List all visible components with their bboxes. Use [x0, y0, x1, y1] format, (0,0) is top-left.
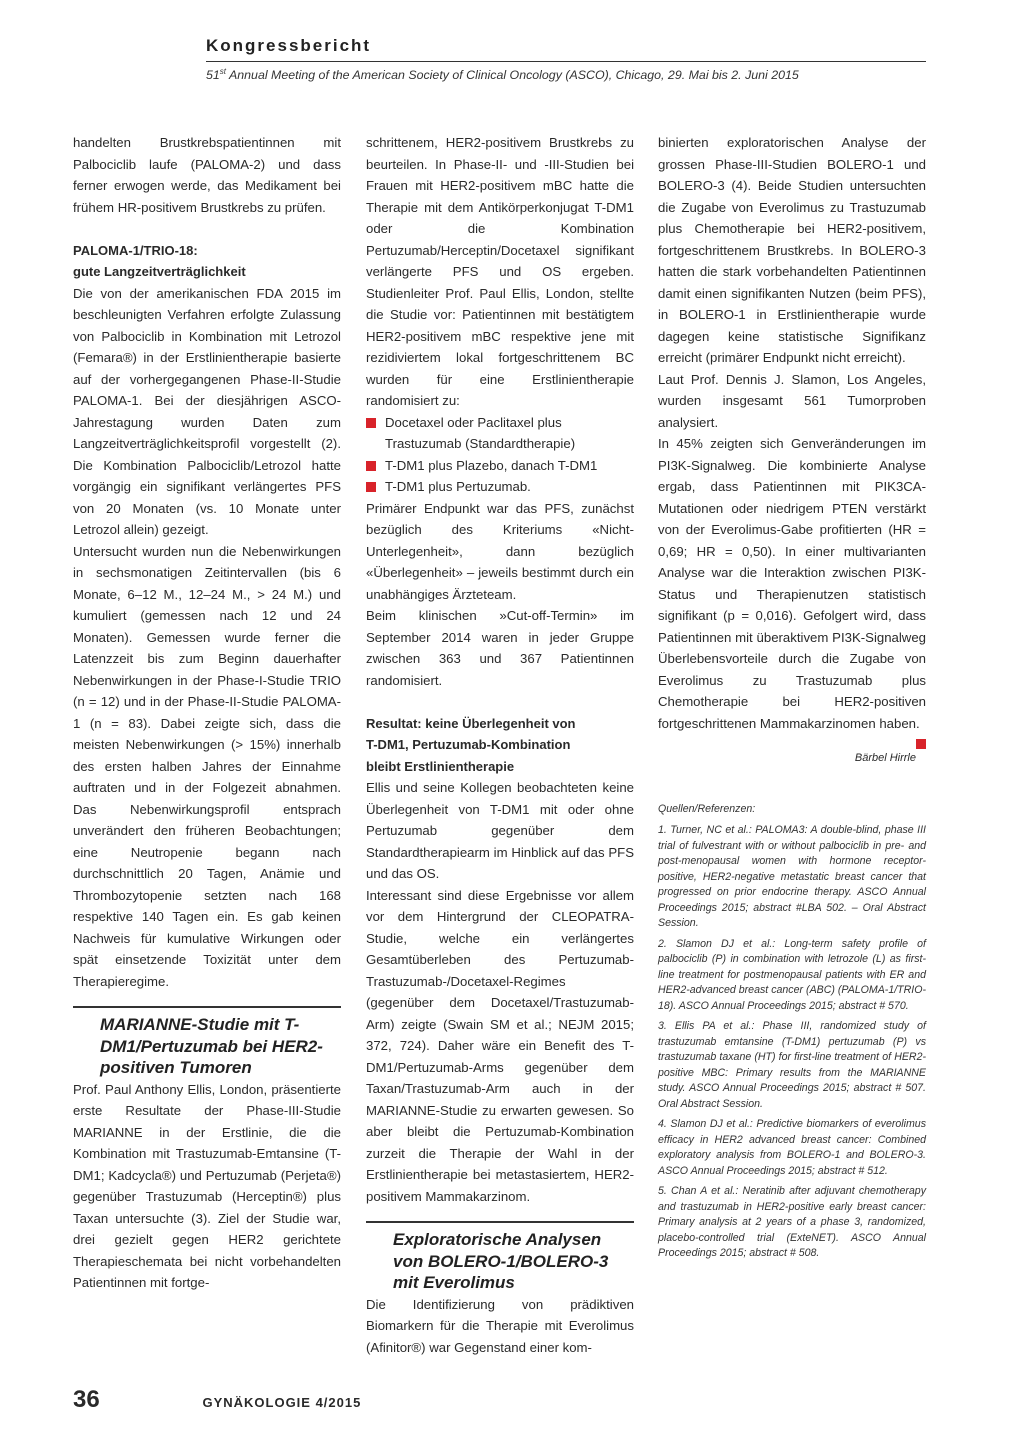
- running-head: [206, 36, 926, 82]
- paragraph: Interessant sind diese Ergebnisse vor allem vor dem Hintergrund der CLEOPATRA-Studie, welche ein verlängertes Gesamtüberleben des Pertuzumab-Trastuzumab-/Docetaxel-Regimes (gegenüber dem Docetaxel/Trastuzumab-Arm) zeigte (Swain SM et al.; NEJM 2015; 372, 724). Daher wäre ein Benefit des T-DM1/Pertuzumab-Arms gegenüber dem Taxan/Trastuzumab-Arm auch in der MARIANNE-Studie zu erwarten gewesen. So aber bleibt die Pertuzumab-Kombination zurzeit die Therapie der Wahl in der Erstlinientherapie bei metastasiertem, HER2-positivem Mammakarzinom.: [366, 887, 634, 1204]
- journal-issue: GYNÄKOLOGIE 4/2015: [202, 1395, 362, 1411]
- subheading-line: PALOMA-1/TRIO-18:: [73, 242, 198, 258]
- section-heading: MARIANNE-Studie mit T-DM1/Pertuzumab bei HER2-positiven Tumoren: [100, 1015, 323, 1077]
- paragraph-text: In 45% zeigten sich Genveränderungen im PI3K-Signalweg. Die kombinierte Analyse ergab, dass Patientinnen mit PIK3CA-Mutationen oder niedrigem PTEN verstärkt von der Everolimus-Gabe profitierten (HR = 0,69; HR = 0,50). In einer multivarianten Analyse war die Interaktion zwischen PI3K-Status und Therapienutzen statistisch signifikant (p = 0,016). Gefolgert wird, dass Patientinnen mit überaktivem PI3K-Signalweg Überlebensvorteile durch die Zugabe von Everolimus zu Trastuzumab plus Chemotherapie bei HER2-positiven fortgeschrittenen Mammakarzinomen haben.: [658, 436, 926, 731]
- section-heading: Exploratorische Analysen von BOLERO-1/BOLERO-3 mit Everolimus: [393, 1230, 609, 1292]
- reference-item: 3. Ellis PA et al.: Phase III, randomized study of trastuzumab emtansine (T-DM1) pertuzumab (P) vs trastuzumab taxane (HT) for first-line treatment of HER2-positive MBC: Primary results from the MARIANNE study. ASCO Annual Proceedings 2015; abstract # 507. Oral Abstract Session.: [658, 1020, 926, 1110]
- subheading-resultat: [366, 713, 634, 778]
- references: [658, 802, 926, 1262]
- references-list: [658, 823, 926, 1262]
- column-3: [658, 132, 926, 1267]
- subheading-line: bleibt Erstlinientherapie: [366, 758, 515, 774]
- reference-item: 1. Turner, NC et al.: PALOMA3: A double-blind, phase III trial of fulvestrant with or without palbociclib in pre- and post-menopausal women with hormone receptor-positive, HER2-negative metastatic breast cancer that progressed on prior endocrine therapy. ASCO Annual Proceedings 2015; abstract #LBA 502. – Oral Abstract Session.: [658, 824, 926, 929]
- bullet-list: [366, 412, 634, 498]
- subheading-line: Resultat: keine Überlegenheit von: [366, 715, 576, 731]
- section-title: Kongressbericht: [206, 36, 372, 55]
- paragraph: Die von der amerikanischen FDA 2015 im beschleunigten Verfahren erfolgte Zulassung von Palbociclib in Kombination mit Letrozol (Femara®) in der Erstlinientherapie basierte auf der vorhergegangenen Phase-II-Studie PALOMA-1. Bei der diesjährigen ASCO-Jahrestagung wurden Daten zum Langzeitverträglichkeitsprofil vorgestellt (2). Die Kombination Palbociclib/Letrozol hatte vorgängig ein signifikant verlängertes PFS von 20 Monaten (vs. 10 Monate unter Letrozol allein) gezeigt.: [73, 285, 341, 537]
- column-1: [73, 132, 341, 1294]
- subheading-line: T-DM1, Pertuzumab-Kombination: [366, 737, 571, 752]
- paragraph: binierten exploratorischen Analyse der grossen Phase-III-Studien BOLERO-1 und BOLERO-3 (4). Beide Studien untersuchten die Zugabe von Everolimus zu Trastuzumab plus Chemotherapie bei HER2-positivem, fortgeschrittenem Brustkrebs. In BOLERO-3 hatten die stark vorbehandelten Patientinnen damit einen signifikanten Nutzen (beim PFS), in BOLERO-1 in Erstlinientherapie wurde dagegen keine statistische Signifikanz erreicht (primärer Endpunkt nicht erreicht).: [658, 135, 926, 365]
- reference-item: 4. Slamon DJ et al.: Predictive biomarkers of everolimus efficacy in HER2 advanced breast cancer: Combined exploratory analysis from BOLERO-1 and BOLERO-3. ASCO Annual Proceedings 2015; abstract # 512.: [658, 1118, 926, 1177]
- paragraph: Laut Prof. Dennis J. Slamon, Los Angeles, wurden insgesamt 561 Tumorproben analysiert.: [658, 371, 926, 430]
- paragraph: Die Identifizierung von prädiktiven Biomarkern für die Therapie mit Everolimus (Afinitor®) war Gegenstand einer kom-: [366, 1296, 634, 1355]
- paragraph: Beim klinischen »Cut-off-Termin» im September 2014 waren in jeder Gruppe zwischen 363 und 367 Patientinnen randomisiert.: [366, 608, 634, 688]
- section-box-marianne: [73, 1006, 341, 1079]
- paragraph: [658, 433, 926, 734]
- paragraph: Ellis und seine Kollegen beobachteten keine Überlegenheit von T-DM1 mit oder ohne Pertuzumab gegenüber dem Standardtherapiearm im Hinblick auf das PFS und das OS.: [366, 780, 634, 881]
- bullet-item: Docetaxel oder Paclitaxel plus Trastuzumab (Standardtherapie): [366, 412, 634, 455]
- header-rule: [206, 61, 926, 62]
- end-of-article-square-icon: [916, 739, 926, 749]
- meeting-text: Annual Meeting of the American Society of Clinical Oncology (ASCO), Chicago, 29. Mai bis 2. Juni 2015: [226, 68, 799, 83]
- reference-item: 5. Chan A et al.: Neratinib after adjuvant chemotherapy and trastuzumab in HER2-positive early breast cancer: Primary analysis at 2 years of a phase 3, randomized, placebo-controlled trial (ExteNET). ASCO Annual Proceedings 2015; abstract # 508.: [658, 1185, 926, 1259]
- references-title: Quellen/Referenzen:: [658, 802, 756, 815]
- column-2: [366, 132, 634, 1358]
- meeting-number: 51: [206, 68, 220, 83]
- paragraph: Untersucht wurden nun die Nebenwirkungen in sechsmonatigen Zeitintervallen (bis 6 Monate, 6–12 M., 12–24 M., > 24 M.) und kumuliert (gemessen nach 12 und 24 Monaten). Gemessen wurde ferner die Latenzzeit bis zum Beginn dauerhafter Nebenwirkungen in der Phase-I-Studie TRIO (n = 12) und in der Phase-II-Studie PALOMA-1 (n = 83). Dabei zeigte sich, dass die meisten Nebenwirkungen (> 15%) innerhalb des ersten halben Jahres der Einnahme auftraten und in der Folgezeit abnahmen. Das Nebenwirkungsprofil entsprach unverändert den früheren Beobachtungen; eine Neutropenie begann nach durchschnittlich 20 Tagen, Anämie und Thrombozytopenie setzten nach 168 respektive 140 Tagen ein. Es gab keinen Nachweis für kumulative Wirkungen oder spät einsetzende Toxizität unter dem Therapieregime.: [73, 543, 341, 989]
- subheading-paloma: [73, 240, 341, 283]
- meeting-ordinal: st: [219, 67, 227, 76]
- paragraph: schrittenem, HER2-positivem Brustkrebs zu beurteilen. In Phase-II- und -III-Studien bei Frauen mit HER2-positivem mBC hatte die Therapie mit dem Antikörperkonjugat T-DM1 oder die Kombination Pertuzumab/Herceptin/Docetaxel signifikant verlängerte PFS und OS ergeben. Studienleiter Prof. Paul Ellis, London, stellte die Studie vor: Patientinnen mit bestätigtem HER2-positivem mBC respektive jene mit rezidiviertem lokal fortgeschrittenem BC wurden für eine Erstlinientherapie randomisiert zu:: [366, 135, 634, 408]
- bullet-item: T-DM1 plus Pertuzumab.: [366, 476, 634, 498]
- section-box-bolero: [366, 1221, 634, 1294]
- paragraph: handelten Brustkrebspatientinnen mit Palbociclib laufe (PALOMA-2) und dass ferner erwogen werde, das Medikament bei frühem HR-positivem Brustkrebs zu prüfen.: [73, 135, 341, 215]
- page-footer: [73, 1386, 373, 1414]
- page-number: 36: [73, 1386, 100, 1413]
- meeting-line: [206, 67, 926, 82]
- paragraph: Primärer Endpunkt war das PFS, zunächst bezüglich des Kriteriums «Nicht-Unterlegenheit», dann bezüglich «Überlegenheit» – jeweils bestimmt durch ein unabhängiges Ärzteteam.: [366, 500, 634, 602]
- bullet-item: T-DM1 plus Plazebo, danach T-DM1: [366, 455, 634, 477]
- reference-item: 2. Slamon DJ et al.: Long-term safety profile of palbociclib (P) in combination with letrozole (L) as first-line treatment for postmenopausal patients with ER and HER2-advanced breast cancer (ABC) (PALOMA-1/TRIO-18). ASCO Annual Proceedings 2015; abstract # 570.: [658, 937, 926, 1012]
- author-name: Bärbel Hirrle: [854, 752, 916, 764]
- subheading-line: gute Langzeitverträglichkeit: [73, 264, 246, 279]
- paragraph: Prof. Paul Anthony Ellis, London, präsentierte erste Resultate der Phase-III-Studie MARIANNE in der Erstlinie, die die Kombination mit Trastuzumab-Emtansine (T-DM1; Kadcycla®) und Pertuzumab (Perjeta®) gegenüber Trastuzumab (Herceptin®) plus Taxan untersuchte (3). Ziel der Studie war, drei gezielt gegen HER2 gerichtete Therapieschemata bei nicht vorbehandelten Patientinnen mit fortge-: [73, 1081, 341, 1290]
